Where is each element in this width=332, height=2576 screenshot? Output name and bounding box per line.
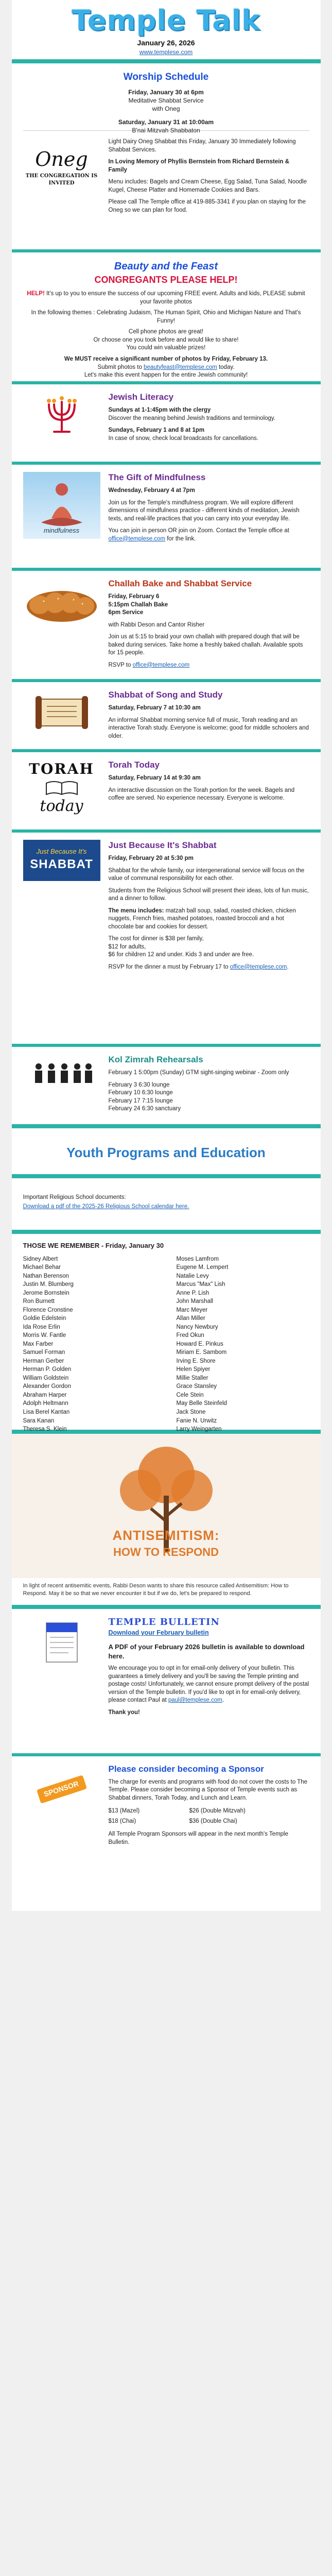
- torah-text: An interactive discussion on the Torah portion for the week. Bagels and coffee are served. No experience necessary. Everyone is welcome.: [108, 787, 295, 802]
- challah-with: with Rabbi Deson and Cantor Risher: [108, 621, 205, 628]
- remembered-name: Sara Kanan: [23, 1417, 55, 1424]
- divider-bar: [12, 1605, 321, 1609]
- beauty-text: Cell phone photos are great!: [128, 329, 204, 335]
- mindfulness-email-link[interactable]: office@templese.com: [108, 535, 166, 542]
- newsletter-title: Temple Talk: [72, 4, 260, 37]
- beauty-text: Submit photos to: [97, 364, 144, 370]
- sponsor-price: $26 (Double Mitzvah): [189, 1808, 246, 1815]
- menorah-icon: [39, 392, 85, 438]
- challah-email-link[interactable]: office@templese.com: [132, 662, 190, 668]
- challah-time: 6pm Service: [108, 609, 144, 616]
- challah-section: [12, 571, 321, 679]
- bulletin-email-link[interactable]: paul@templese.com: [168, 1697, 222, 1704]
- challah-text: Join us at 5:15 to braid your own challah with prepared dough that will be baked during services. Take home a freshly baked challah. Available spots for 15 people.: [108, 634, 303, 656]
- bulletin-image: [23, 1616, 100, 1668]
- shabbat-rsvp: .: [287, 963, 289, 970]
- remembered-name: Howard E. Pinkus: [176, 1341, 223, 1347]
- remembered-name: Millie Staller: [176, 1375, 208, 1381]
- remembered-name: Fred Okun: [176, 1332, 204, 1339]
- torah-image-bottom: today: [40, 797, 83, 816]
- torah-date: Saturday, February 14 at 9:30 am: [108, 775, 201, 782]
- shabbat-image: [23, 840, 100, 881]
- torah-today-image: [23, 759, 100, 819]
- oneg-caption: THE CONGREGATION IS INVITED: [25, 173, 98, 186]
- youth-docs-label: Important Religious School documents:: [23, 1194, 126, 1201]
- youth-heading-block: [12, 1128, 321, 1174]
- oneg-call: Please call The Temple office at 419-885-3341 if you plan on staying for the Oneg so we can plan for food.: [108, 199, 306, 213]
- sponsor-price: $18 (Chai): [108, 1818, 136, 1824]
- divider-bar: [12, 1174, 321, 1178]
- mindfulness-image-label: mindfulness: [43, 526, 80, 534]
- remembered-name: Marcus "Max" Lish: [176, 1281, 225, 1288]
- literacy-time: Sundays at 1-1:45pm with the clergy: [108, 407, 211, 414]
- beauty-text: Or choose one you took before and would like to share!: [93, 336, 239, 343]
- bulletin-thanks: Thank you!: [108, 1709, 140, 1716]
- antisemitism-title-top: ANTISEMITISM:: [112, 1528, 220, 1544]
- koli-section: [12, 1047, 321, 1124]
- worship-heading: Worship Schedule: [123, 72, 209, 83]
- remembered-name: Marc Meyer: [176, 1307, 208, 1313]
- challah-image: [23, 578, 100, 630]
- torah-title: Torah Today: [108, 760, 160, 770]
- mindfulness-text: Join us for the Temple's mindfulness program. We will explore different dimensions of mindfulness practice - different kinds of meditation, Jewish texts, and real-life practices that you can carry into your everyday life.: [108, 499, 300, 522]
- oneg-text: Light Dairy Oneg Shabbat this Friday, January 30 Immediately following Shabbat Services.: [108, 139, 296, 153]
- sponsor-badge-text: SPONSOR: [43, 1780, 80, 1799]
- literacy-section: [12, 384, 321, 462]
- bulletin-section: [12, 1609, 321, 1753]
- torah-image-top: TORAH: [29, 760, 94, 778]
- worship-section: [12, 63, 321, 134]
- pdf-document-icon: [39, 1619, 85, 1665]
- names-left-column: [23, 1256, 156, 1443]
- sponsor-price-grid: [109, 1807, 263, 1825]
- newsletter-header: [12, 0, 321, 59]
- worship-desc: B'nai Mitzvah Shabbaton: [132, 127, 200, 134]
- remembered-name: Moses Lamfrom: [176, 1256, 219, 1262]
- song-title: Shabbat of Song and Study: [108, 690, 223, 700]
- challah-rsvp: RSVP to: [108, 662, 133, 668]
- remembered-name: Max Farber: [23, 1341, 54, 1347]
- mindfulness-date: Wednesday, February 4 at 7pm: [108, 487, 195, 494]
- remembered-name: Eugene M. Lempert: [176, 1264, 229, 1271]
- antisemitism-text: In light of recent antisemitic events, Rabbi Deson wants to share this resource called Antisemitism: How to Respond. May it be so that we never encounter it but if we do, let's be prepared to respond.: [23, 1583, 289, 1597]
- remembered-name: Samuel Forman: [23, 1349, 65, 1356]
- literacy-text: In case of snow, check local broadcasts for cancellations.: [108, 435, 258, 442]
- koli-date: February 24 6:30 sanctuary: [108, 1106, 181, 1112]
- remember-date: - Friday, January 30: [99, 1242, 164, 1250]
- remembered-name: John Marshall: [176, 1298, 214, 1305]
- oneg-image: [23, 138, 100, 195]
- youth-docs: [12, 1178, 321, 1230]
- shabbat-text: Students from the Religious School will present their ideas, lots of fun music, and a dinner to follow.: [108, 887, 309, 902]
- remembered-name: Miriam E. Sambom: [176, 1349, 227, 1356]
- koli-date: February 3 6:30 lounge: [108, 1081, 170, 1088]
- remembered-name: Ida Rose Erlin: [23, 1324, 60, 1330]
- sponsor-section: [12, 1756, 321, 1911]
- remembered-name: Theresa S. Klein: [23, 1426, 67, 1433]
- remembered-name: Jack Stone: [176, 1409, 206, 1415]
- remembered-name: Grace Stansley: [176, 1383, 217, 1390]
- sponsor-image: [23, 1764, 100, 1815]
- beauty-subtitle: CONGREGANTS PLEASE HELP!: [94, 275, 238, 285]
- torah-scroll-icon: [33, 692, 90, 733]
- remembered-name: Natalie Levy: [176, 1273, 209, 1279]
- calendar-download-link[interactable]: Download a pdf of the 2025-26 Religious School calendar here.: [23, 1203, 189, 1210]
- worship-item: [23, 88, 309, 113]
- challah-bread-icon: [23, 578, 100, 630]
- beauty-text: In the following themes : Celebrating Judaism, The Human Spirit, Ohio and Michigan Nature and That's Funny!: [31, 310, 301, 324]
- help-label: HELP!: [27, 291, 45, 297]
- antisemitism-title-bottom: HOW TO RESPOND: [113, 1546, 219, 1559]
- beauty-text: You could win valuable prizes!: [126, 345, 206, 351]
- beauty-text: today.: [217, 364, 235, 370]
- remembered-name: Justin M. Blumberg: [23, 1281, 74, 1288]
- oneg-section: [12, 131, 321, 249]
- bulletin-text: .: [222, 1697, 224, 1704]
- book-icon: [44, 779, 80, 796]
- koli-title: Kol Zimrah Rehearsals: [108, 1055, 203, 1065]
- shabbat-date: Friday, February 20 at 5:30 pm: [108, 855, 194, 862]
- challah-title: Challah Bake and Shabbat Service: [108, 579, 252, 589]
- literacy-text: Discover the meaning behind Jewish traditions and terminology.: [108, 415, 276, 421]
- remembered-name: Morris W. Fantle: [23, 1332, 66, 1339]
- remembered-name: Ron Burnett: [23, 1298, 55, 1305]
- remembered-name: Abraham Harper: [23, 1392, 67, 1398]
- mindfulness-section: [12, 465, 321, 568]
- mindfulness-image: [23, 472, 100, 539]
- antisemitism-image: [12, 1434, 321, 1578]
- names-right-column: [177, 1256, 309, 1443]
- shabbat-section: [12, 833, 321, 1044]
- mindfulness-text: You can join in person OR join on Zoom. Contact the Temple office at: [108, 528, 289, 534]
- sponsor-price: $36 (Double Chai): [189, 1818, 237, 1824]
- remembered-name: Nathan Berenson: [23, 1273, 69, 1279]
- koli-image: [23, 1054, 100, 1090]
- literacy-title: Jewish Literacy: [108, 392, 174, 402]
- youth-heading: Youth Programs and Education: [66, 1145, 266, 1161]
- newsletter-body: [12, 0, 321, 1911]
- remembered-name: Nancy Newbury: [176, 1324, 218, 1330]
- bulletin-title: TEMPLE BULLETIN: [108, 1616, 220, 1628]
- remembered-name: Larry Weingarten: [176, 1426, 222, 1433]
- remembered-name: Anne P. Lish: [176, 1290, 209, 1296]
- oneg-menu: Menu includes: Bagels and Cream Cheese, Egg Salad, Tuna Salad, Noodle Kugel, Cheese Platter and Homemade Cookies and Bars.: [108, 179, 307, 193]
- remembered-name: William Goldstein: [23, 1375, 69, 1381]
- koli-date: February 10 6:30 lounge: [108, 1090, 173, 1096]
- beauty-text: Let's make this event happen for the entire Jewish community!: [84, 372, 248, 379]
- shabbat-cost: $12 for adults,: [108, 943, 146, 950]
- koli-date: February 17 7:15 lounge: [108, 1097, 173, 1104]
- remembered-name: May Belle Steinfeld: [176, 1400, 227, 1407]
- remembered-name: Alexander Gordon: [23, 1383, 71, 1390]
- shabbat-cost: $6 for children 12 and under. Kids 3 and under are free.: [108, 952, 254, 958]
- website-link[interactable]: www.templese.com: [139, 48, 193, 56]
- remembered-name: Cele Stein: [176, 1392, 204, 1398]
- remembered-name: Helen Spiyer: [176, 1366, 211, 1373]
- shabbat-image-top: Just Because It's: [36, 848, 87, 856]
- remembered-name: Goldie Edelstein: [23, 1315, 66, 1322]
- sponsor-price: $13 (Mazel): [108, 1808, 140, 1815]
- torah-section: [12, 752, 321, 829]
- shabbat-email-link[interactable]: office@templese.com: [230, 963, 287, 970]
- remembered-name: Lisa Berel Kantan: [23, 1409, 70, 1415]
- remembered-name: Adolph Heltmann: [23, 1400, 68, 1407]
- challah-date: Friday, February 6: [108, 594, 160, 600]
- worship-desc: with Oneg: [152, 105, 180, 113]
- remembered-name: Michael Behar: [23, 1264, 61, 1271]
- oneg-memory: In Loving Memory of Phyllis Bernstein from Richard Bernstein & Family: [108, 159, 289, 173]
- worship-day: Friday, January 30 at 6pm: [128, 88, 204, 96]
- issue-date: January 26, 2026: [137, 39, 195, 47]
- worship-desc: Meditative Shabbat Service: [128, 96, 204, 104]
- divider-bar: [12, 1124, 321, 1128]
- remembered-name: Herman Gerber: [23, 1358, 64, 1364]
- sponsor-text: The charge for events and programs with food do not cover the costs to The Temple. Please consider becoming a Sponsor of Temple events such as Shabbat dinners, Torah Today, and Lunch and Learn.: [108, 1778, 308, 1801]
- beauty-title: Beauty and the Feast: [114, 261, 218, 273]
- shabbat-menu: matzah ball soup, salad, roasted chicken, chicken nuggets, French fries, mashed potatoes, roasted broccoli and a hot chocolate bar and cookies for dessert.: [108, 907, 296, 930]
- sponsor-note: All Temple Program Sponsors will appear in the next month's Temple Bulletin.: [108, 1831, 288, 1845]
- beauty-section: [12, 252, 321, 381]
- bulletin-download-link[interactable]: Download your February bulletin: [108, 1629, 209, 1637]
- beauty-email-link[interactable]: beautyfeast@templese.com: [144, 364, 217, 370]
- bulletin-head: A PDF of your February 2026 bulletin is available to download here.: [108, 1643, 305, 1660]
- remembered-name: Allan Miller: [176, 1315, 205, 1322]
- shabbat-menu-label: The menu includes:: [108, 907, 164, 914]
- worship-day: Saturday, January 31 at 10:00am: [118, 118, 214, 126]
- shabbat-title: Just Because It's Shabbat: [108, 840, 217, 851]
- song-date: Saturday, February 7 at 10:30 am: [108, 705, 201, 711]
- remembered-name: Jerome Bornstein: [23, 1290, 69, 1296]
- remember-section: [12, 1234, 321, 1433]
- shabbat-text: Shabbat for the whole family, our intergenerational service will focus on the value of communal responsibility for each other.: [108, 867, 305, 882]
- mindfulness-title: The Gift of Mindfulness: [108, 472, 206, 483]
- literacy-dates: Sundays, February 1 and 8 at 1pm: [108, 427, 205, 434]
- challah-time: 5:15pm Challah Bake: [108, 601, 168, 608]
- choir-icon: [31, 1059, 93, 1085]
- remembered-name: Irving E. Shore: [176, 1358, 216, 1364]
- beauty-deadline: We MUST receive a significant number of photos by Friday, February 13.: [64, 355, 268, 362]
- divider-bar: [12, 59, 321, 63]
- oneg-script-text: Oneg: [35, 147, 88, 171]
- shabbat-image-bottom: SHABBAT: [30, 857, 93, 871]
- shabbat-cost: The cost for dinner is $38 per family,: [108, 936, 204, 942]
- sponsor-title: Please consider becoming a Sponsor: [108, 1764, 264, 1774]
- remembered-name: Fanie N. Urwitz: [176, 1417, 217, 1424]
- mindfulness-text: for the link.: [165, 535, 196, 542]
- shabbat-rsvp: RSVP for the dinner a must by February 17 to: [108, 963, 230, 970]
- remembered-name: Florence Cronstine: [23, 1307, 73, 1313]
- song-image: [23, 689, 100, 736]
- literacy-image: [23, 392, 100, 438]
- remembered-name: Herman P. Golden: [23, 1366, 72, 1373]
- bulletin-text: We encourage you to opt in for email-only delivery of your bulletin. This guarantees a timely delivery and you'll be saving the Temple printing and postage costs! Unfortunately, we cannot ensure prompt delivery of the postal version of the Temple bulletin. If you'd like to opt in for email-only delivery, please contact Paul at: [108, 1665, 309, 1704]
- song-text: An informal Shabbat morning service full of music, Torah reading and an interactive Torah study. Everyone is welcome; good for middle schoolers and older.: [108, 717, 309, 739]
- remember-title: THOSE WE REMEMBER: [23, 1242, 100, 1250]
- koli-webinar: February 1 5:00pm (Sunday) GTM sight-singing webinar - Zoom only: [108, 1070, 289, 1076]
- beauty-text: It's up to you to ensure the success of our upcoming FREE event. Adults and kids, PLEASE submit your favorite photos: [46, 291, 305, 305]
- divider-bar: [12, 1230, 321, 1234]
- remembered-name: Sidney Albert: [23, 1256, 58, 1262]
- song-section: [12, 682, 321, 749]
